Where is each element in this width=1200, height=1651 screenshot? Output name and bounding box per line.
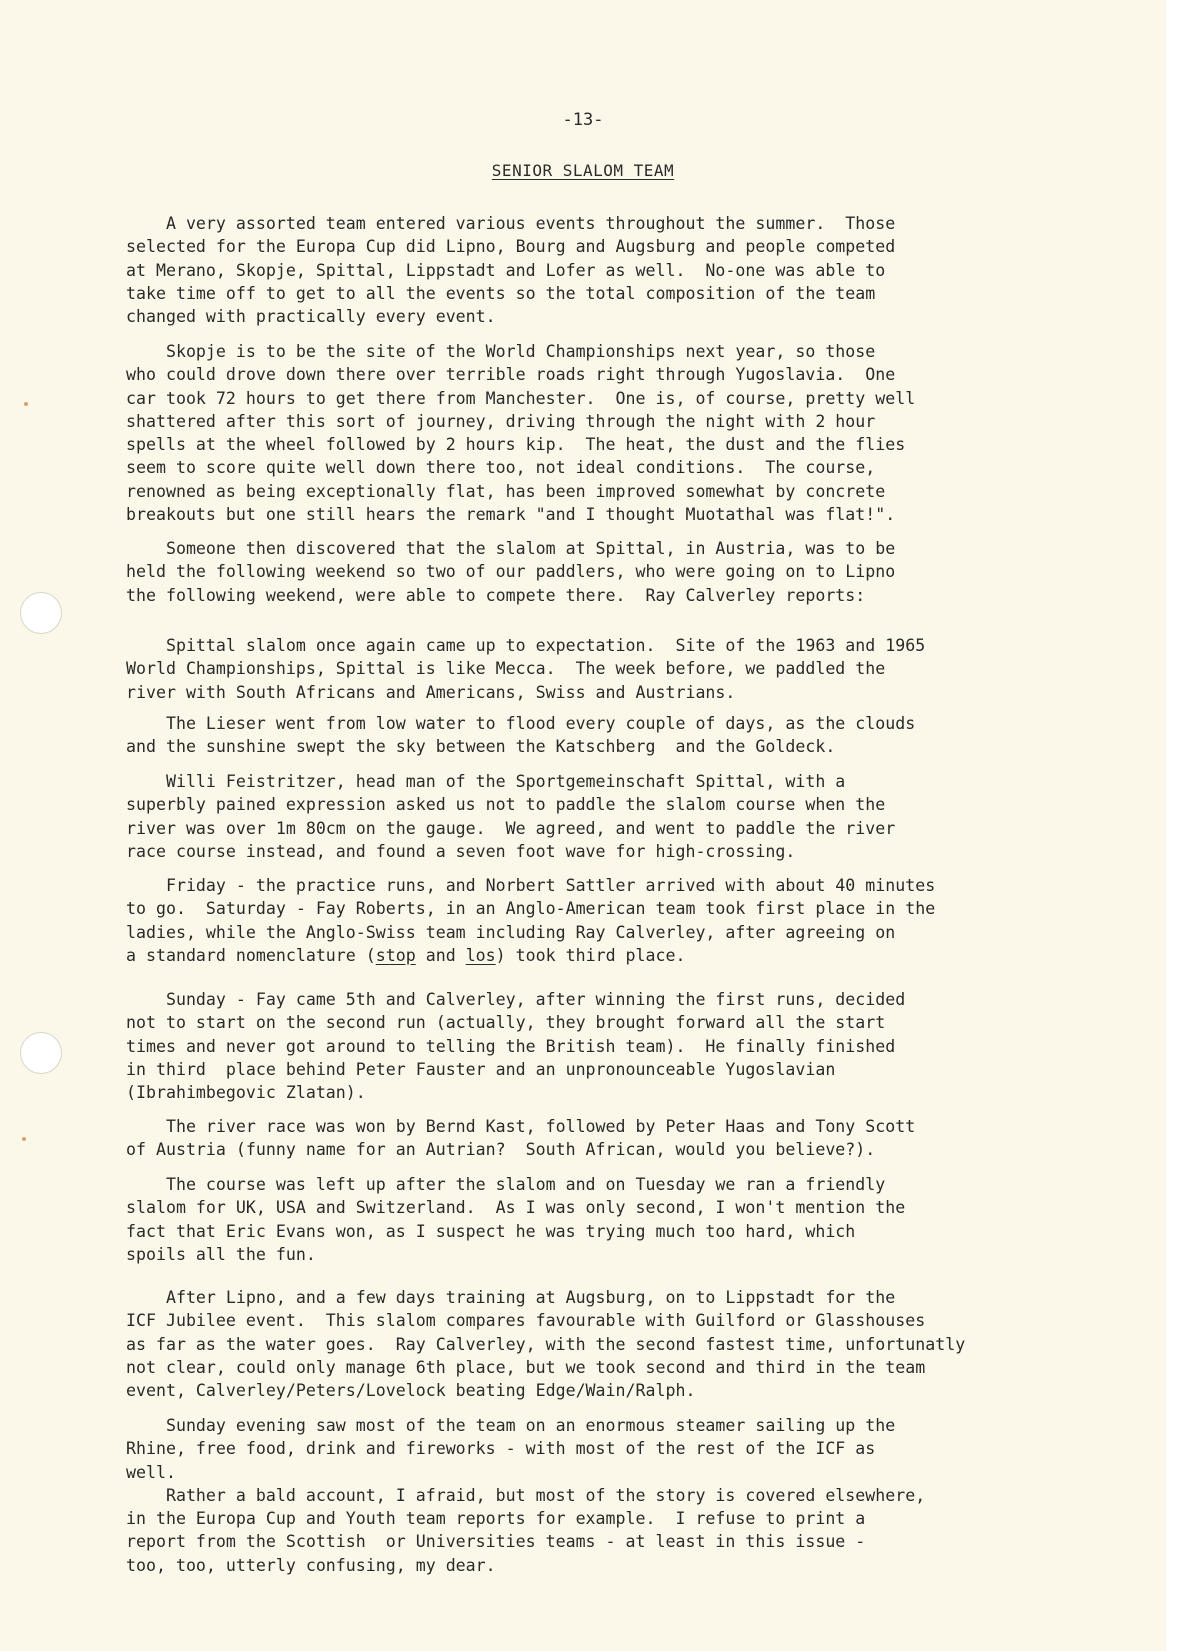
text-line: World Championships, Spittal is like Mecca. The week before, we paddled the	[126, 659, 886, 679]
text-line: A very assorted team entered various events throughout the summer. Those	[126, 214, 896, 233]
text-line: ladies, while the Anglo-Swiss team including Ray Calverley, after agreeing on	[126, 922, 896, 942]
text-line: Willi Feistritzer, head man of the Sportgemeinschaft Spittal, with a	[126, 772, 846, 791]
text-line: Friday - the practice runs, and Norbert Sattler arrived with about 40 minutes	[126, 876, 936, 895]
punch-hole	[20, 1032, 62, 1074]
paragraph-conclusion	[126, 1414, 925, 1577]
text-fragment: and	[415, 945, 466, 965]
text-line: river was over 1m 80cm on the gauge. We agreed, and went to paddle the river	[126, 818, 896, 838]
paragraph-lippstadt	[126, 1286, 965, 1402]
text-line: Spittal slalom once again came up to expectation. Site of the 1963 and 1965	[126, 636, 926, 655]
text-line: Skopje is to be the site of the World Championships next year, so those	[126, 342, 876, 361]
underlined-word: los	[465, 945, 496, 965]
text-line: at Merano, Skopje, Spittal, Lippstadt and Lofer as well. No-one was able to	[126, 260, 886, 280]
text-line: report from the Scottish or Universities teams - at least in this issue -	[126, 1532, 866, 1552]
paragraph-feistritzer	[126, 770, 895, 863]
text-line: in third place behind Peter Fauster and an unpronounceable Yugoslavian	[126, 1059, 836, 1079]
text-fragment: a standard nomenclature (	[126, 945, 376, 965]
text-line: After Lipno, and a few days training at Augsburg, on to Lippstadt for the	[126, 1288, 896, 1307]
text-line: Sunday - Fay came 5th and Calverley, after winning the first runs, decided	[126, 990, 906, 1009]
text-line: take time off to get to all the events so the total composition of the team	[126, 283, 876, 303]
text-line: Sunday evening saw most of the team on an enormous steamer sailing up the	[126, 1416, 896, 1435]
text-line: Someone then discovered that the slalom at Spittal, in Austria, was to be	[126, 539, 896, 558]
text-line: car took 72 hours to get there from Manchester. One is, of course, pretty well	[126, 388, 916, 408]
text-line: The course was left up after the slalom and on Tuesday we ran a friendly	[126, 1175, 886, 1194]
text-line: slalom for UK, USA and Switzerland. As I was only second, I won't mention the	[126, 1198, 906, 1218]
text-line: The Lieser went from low water to flood every couple of days, as the clouds	[126, 714, 916, 733]
text-line: selected for the Europa Cup did Lipno, Bourg and Augsburg and people competed	[126, 237, 896, 257]
paragraph-spittal-discovery	[126, 537, 895, 607]
text-line: river with South Africans and Americans, Swiss and Austrians.	[126, 682, 736, 702]
text-line: shattered after this sort of journey, driving through the night with 2 hour	[126, 411, 876, 431]
underlined-word: stop	[375, 945, 416, 965]
punch-hole	[20, 592, 62, 634]
text-line: renowned as being exceptionally flat, has been improved somewhat by concrete	[126, 481, 886, 501]
text-line: held the following weekend so two of our paddlers, who were going on to Lipno	[126, 562, 896, 582]
text-line: the following weekend, were able to compete there. Ray Calverley reports:	[126, 585, 866, 605]
text-line: who could drove down there over terrible roads right through Yugoslavia. One	[126, 365, 896, 385]
text-line: spells at the wheel followed by 2 hours kip. The heat, the dust and the flies	[126, 435, 906, 455]
text-line: seem to score quite well down there too, not ideal conditions. The course,	[126, 458, 876, 478]
text-line: in the Europa Cup and Youth team reports for example. I refuse to print a	[126, 1509, 866, 1529]
paragraph-friday-saturday	[126, 874, 935, 967]
paragraph-river-race	[126, 1115, 915, 1162]
text-line: of Austria (funny name for an Autrian? South African, would you believe?).	[126, 1140, 876, 1160]
text-line: (Ibrahimbegovic Zlatan).	[126, 1083, 366, 1103]
text-fragment: ) took third place.	[495, 945, 686, 965]
paper-speck	[24, 402, 28, 406]
page-title	[0, 161, 1166, 180]
text-line: breakouts but one still hears the remark "and I thought Muotathal was flat!".	[126, 505, 896, 525]
text-line: changed with practically every event.	[126, 307, 496, 327]
text-line: not to start on the second run (actually, they brought forward all the start	[126, 1013, 886, 1033]
text-line: superbly pained expression asked us not to paddle the slalom course when the	[126, 795, 886, 815]
text-line: to go. Saturday - Fay Roberts, in an Anglo-American team took first place in the	[126, 899, 936, 919]
paragraph-intro	[126, 212, 895, 328]
text-line: event, Calverley/Peters/Lovelock beating Edge/Wain/Ralph.	[126, 1381, 696, 1401]
text-line: Rhine, free food, drink and fireworks - with most of the rest of the ICF as	[126, 1439, 876, 1459]
page-title-text: SENIOR SLALOM TEAM	[491, 161, 675, 180]
paragraph-skopje	[126, 340, 915, 526]
text-line	[126, 946, 686, 965]
text-line: race course instead, and found a seven foot wave for high-crossing.	[126, 841, 796, 861]
paragraph-spittal-expectation	[126, 634, 925, 704]
paragraph-sunday	[126, 988, 905, 1104]
text-line: not clear, could only manage 6th place, but we took second and third in the team	[126, 1357, 926, 1377]
text-line: times and never got around to telling the British team). He finally finished	[126, 1036, 896, 1056]
paragraph-friendly-slalom	[126, 1173, 905, 1266]
paper-speck	[22, 1137, 26, 1141]
paragraph-lieser	[126, 712, 915, 759]
text-line: as far as the water goes. Ray Calverley, with the second fastest time, unfortunatly	[126, 1334, 966, 1354]
text-line: too, too, utterly confusing, my dear.	[126, 1555, 496, 1575]
page-number: -13-	[562, 110, 604, 130]
text-line: and the sunshine swept the sky between the Katschberg and the Goldeck.	[126, 737, 836, 757]
text-line: well.	[126, 1462, 176, 1482]
text-line: fact that Eric Evans won, as I suspect he was trying much too hard, which	[126, 1221, 856, 1241]
text-line: spoils all the fun.	[126, 1244, 316, 1264]
text-line: Rather a bald account, I afraid, but most of the story is covered elsewhere,	[126, 1485, 926, 1505]
text-line: The river race was won by Bernd Kast, followed by Peter Haas and Tony Scott	[126, 1117, 916, 1136]
text-line: ICF Jubilee event. This slalom compares favourable with Guilford or Glasshouses	[126, 1311, 926, 1331]
